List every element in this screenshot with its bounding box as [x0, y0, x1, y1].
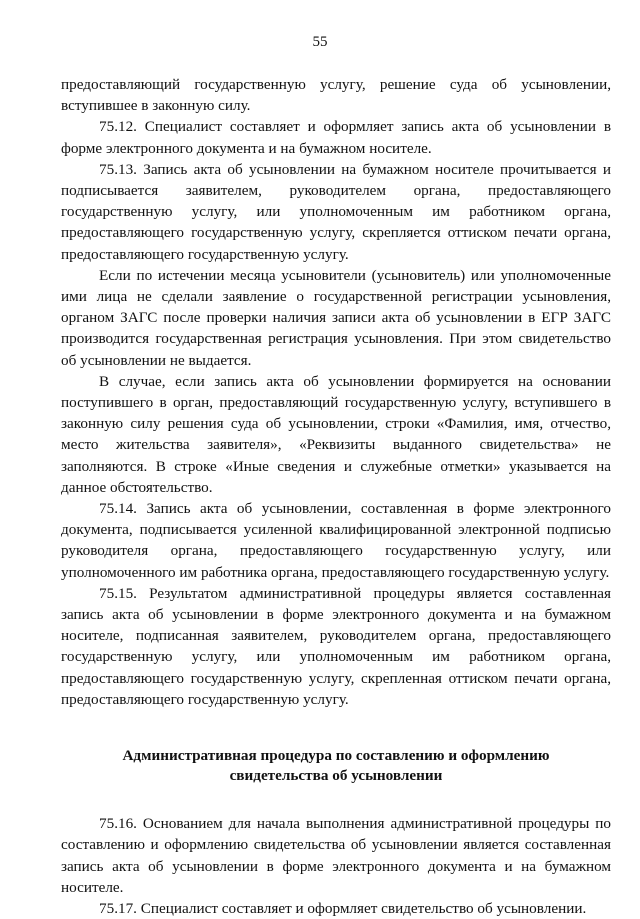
paragraph-75-17: 75.17. Специалист составляет и оформляет свидетельство об усыновлении. — [99, 899, 587, 917]
section-heading-line-2: свидетельства об усыновлении — [229, 767, 443, 785]
paragraph-continuation: предоставляющий государственную услугу, решение суда об усыновлении, вступившее в законную силу. — [61, 76, 611, 115]
paragraph-75-15: 75.15. Результатом административной процедуры является составленная запись акта об усыновлении в форме электронного документа и на бумажном носителе, подписанная заявителем, руководителем органа, предоставляющего государственную услугу, или уполномоченным им работником органа, предоставляющего государственную услугу, скрепленная оттиском печати органа, предоставляющего государственную услугу. — [61, 584, 611, 708]
paragraph-75-14: 75.14. Запись акта об усыновлении, составленная в форме электронного документа, подписывается усиленной квалифицированной электронной подписью руководителя органа, предоставляющего государственную услугу, или уполномоченного им работника органа, предоставляющего государственную услугу. — [61, 500, 611, 581]
section-heading-line-1: Административная процедура по составлению и оформлению — [122, 747, 550, 765]
page-number: 55 — [312, 34, 328, 50]
paragraph-court-decision-case: В случае, если запись акта об усыновлении формируется на основании поступившего в орган, предоставляющий государственную услугу, вступившего в законную силу решения суда об усыновлении, строки «Фамилия, имя, отчество, место жительства заявителя», «Реквизиты выданного свидетельства» не заполняются. В строке «Иные сведения и служебные отметки» указывается на данное обстоятельство. — [61, 372, 611, 496]
paragraph-registration-without-application: Если по истечении месяца усыновители (усыновитель) или уполномоченные ими лица не сделали заявление о государственной регистрации усыновления, органом ЗАГС после проверки наличия записи акта об усыновлении в ЕГР ЗАГС производится государственная регистрация усыновления. При этом свидетельство об усыновлении не выдается. — [61, 266, 611, 369]
paragraph-75-13: 75.13. Запись акта об усыновлении на бумажном носителе прочитывается и подписывается заявителем, руководителем органа, предоставляющего государственную услугу, или уполномоченным им работником органа, предоставляющего государственную услугу, скрепляется оттиском печати органа, предоставляющего государственную услугу. — [61, 160, 611, 263]
section-heading — [61, 746, 611, 786]
paragraph-75-16: 75.16. Основанием для начала выполнения административной процедуры по составлению и оформлению свидетельства об усыновлении является составленная запись акта об усыновлении в форме электронного документа и на бумажном носителе. — [61, 815, 611, 896]
document-body — [61, 74, 611, 919]
paragraph-75-12: 75.12. Специалист составляет и оформляет запись акта об усыновлении в форме электронного документа и на бумажном носителе. — [61, 118, 611, 157]
